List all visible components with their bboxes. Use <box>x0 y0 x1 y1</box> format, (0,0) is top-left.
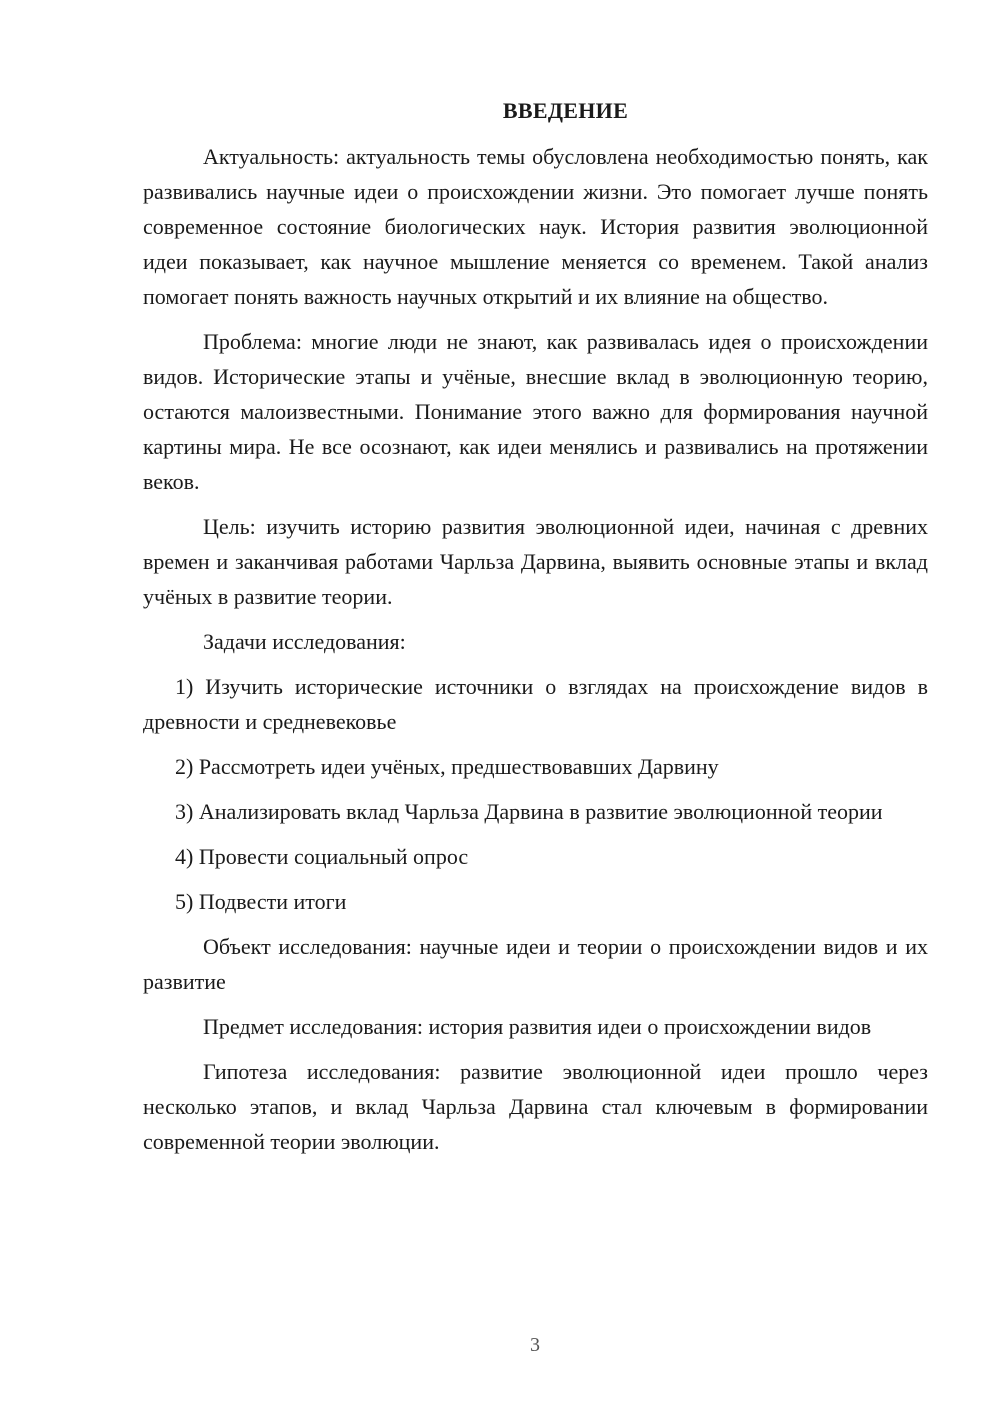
paragraph-object: Объект исследования: научные идеи и теории о происхождении видов и их развитие <box>143 934 928 994</box>
task-item: 1) Изучить исторические источники о взглядах на происхождение видов в древности и средневековье <box>143 674 928 734</box>
task-item: 5) Подвести итоги <box>175 889 347 914</box>
paragraph-hypothesis: Гипотеза исследования: развитие эволюционной идеи прошло через несколько этапов, и вклад Чарльза Дарвина стал ключевым в формировании современной теории эволюции. <box>143 1059 928 1154</box>
task-item: 4) Провести социальный опрос <box>175 844 469 869</box>
section-heading: ВВЕДЕНИЕ <box>502 98 629 123</box>
tasks-heading: Задачи исследования: <box>203 629 406 654</box>
paragraph-relevance: Актуальность: актуальность темы обусловлена необходимостью понять, как развивались научные идеи о происхождении жизни. Это помогает лучше понять современное состояние биологических наук. История развития эволюционной идеи показывает, как научное мышление меняется со временем. Такой анализ помогает понять важность научных открытий и их влияние на общество. <box>143 144 928 309</box>
task-item: 2) Рассмотреть идеи учёных, предшествовавших Дарвину <box>175 754 719 779</box>
page-number: 3 <box>530 1334 540 1356</box>
paragraph-problem: Проблема: многие люди не знают, как развивалась идея о происхождении видов. Исторические этапы и учёные, внесшие вклад в эволюционную теорию, остаются малоизвестными. Понимание этого важно для формирования научной картины мира. Не все осознают, как идеи менялись и развивались на протяжении веков. <box>143 329 928 494</box>
paragraph-subject: Предмет исследования: история развития идеи о происхождении видов <box>203 1014 872 1039</box>
paragraph-goal: Цель: изучить историю развития эволюционной идеи, начиная с древних времен и заканчивая работами Чарльза Дарвина, выявить основные этапы и вклад учёных в развитие теории. <box>143 514 928 609</box>
task-item: 3) Анализировать вклад Чарльза Дарвина в развитие эволюционной теории <box>175 799 883 824</box>
document-page <box>143 94 928 1169</box>
